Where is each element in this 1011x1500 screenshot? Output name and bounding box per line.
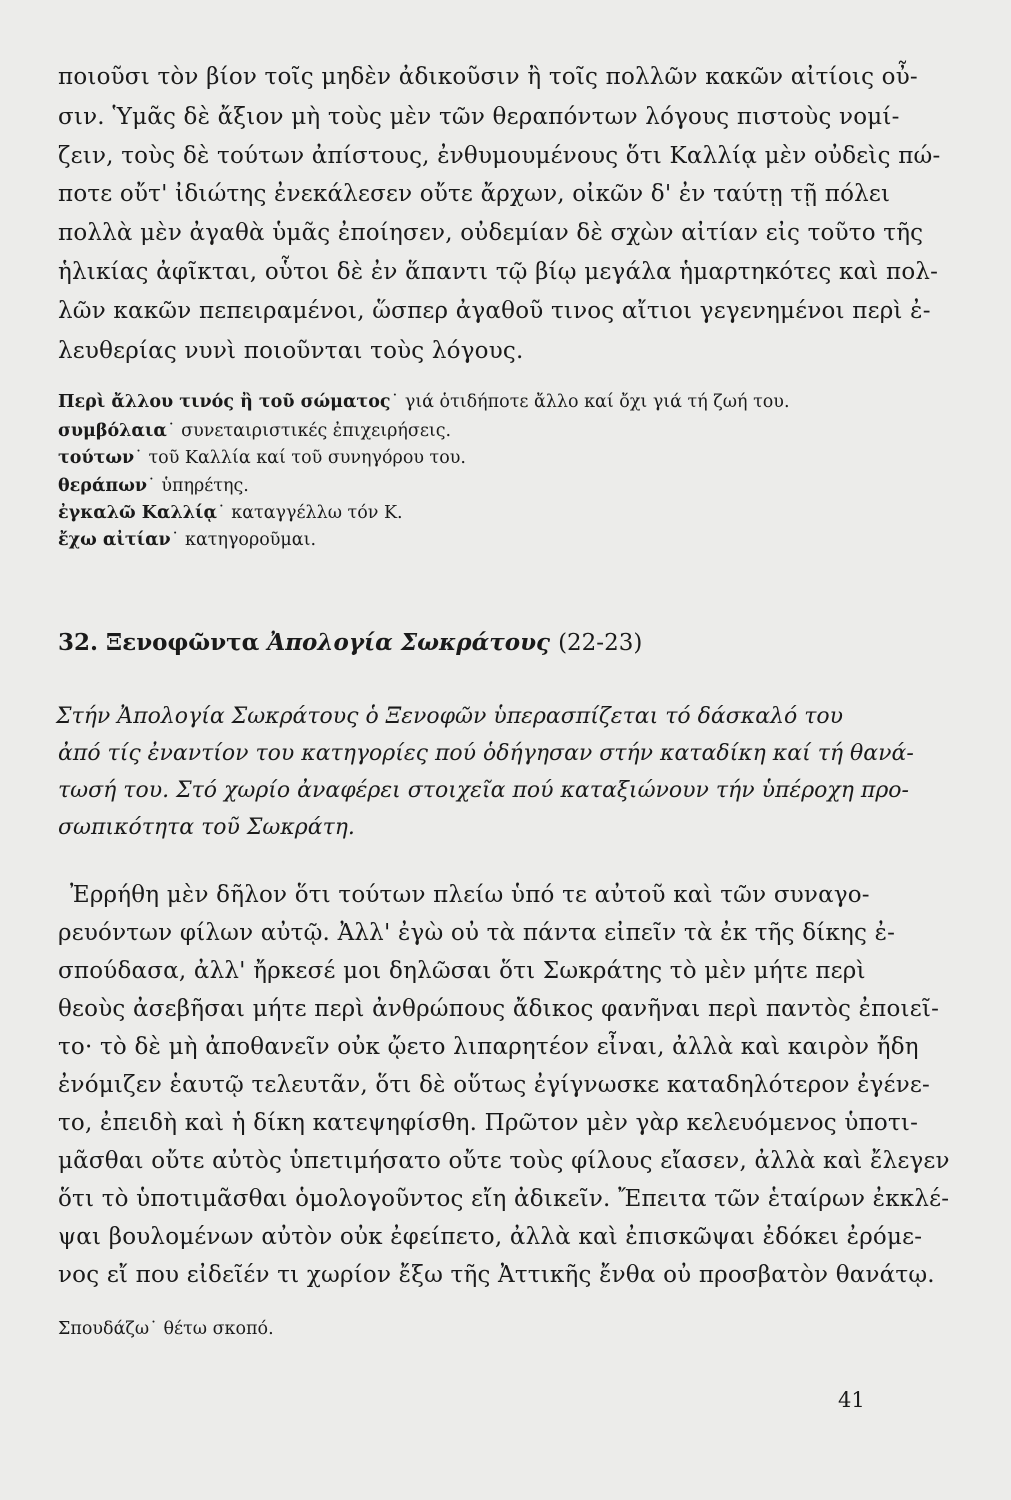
glossary-term: Σπουδάζω [58, 1319, 150, 1339]
glossary-term: Περὶ ἄλλου τινός ἢ τοῦ σώματος [58, 392, 391, 412]
glossary-entry: ἐγκαλῶ Καλλίᾳ˙ καταγγέλλω τόν Κ. [58, 503, 403, 523]
passage2-line: ρευόντων φίλων αὐτῷ. Ἀλλ' ἐγὼ οὐ τὰ πάντα εἰπεῖν τὰ ἐκ τῆς δίκης ἐ- [58, 920, 896, 946]
glossary-definition: κατηγοροῦμαι. [185, 530, 317, 550]
passage2-line: νος εἴ που εἰδεῖέν τι χωρίον ἔξω τῆς Ἀττικῆς ἔνθα οὐ προσβατὸν θανάτῳ. [58, 1262, 935, 1288]
passage2-line: Ἐρρήθη μὲν δῆλον ὅτι τούτων πλείω ὑπό τε αὐτοῦ καὶ τῶν συναγο- [70, 882, 870, 908]
passage1-line: λευθερίας νυνὶ ποιοῦνται τοὺς λόγους. [58, 338, 524, 364]
page-number: 41 [838, 1388, 865, 1412]
glossary-definition: ὑπηρέτης. [161, 476, 249, 496]
section-number: 32. [58, 629, 99, 656]
glossary-entry: Περὶ ἄλλου τινός ἢ τοῦ σώματος˙ γιά ὁτιδήποτε ἄλλο καί ὄχι γιά τή ζωή του. [58, 392, 790, 412]
intro-line: Στήν Ἀπολογία Σωκράτους ὁ Ξενοφῶν ὑπερασπίζεται τό δάσκαλό του [56, 704, 844, 729]
glossary-term: ἔχω αἰτίαν [58, 530, 171, 550]
passage2-line: μᾶσθαι οὔτε αὐτὸς ὑπετιμήσατο οὔτε τοὺς φίλους εἴασεν, ἀλλὰ καὶ ἔλεγεν [58, 1148, 950, 1174]
glossary-term: ἐγκαλῶ Καλλίᾳ [58, 503, 217, 523]
intro-line: ἀπό τίς ἐναντίον του κατηγορίες πού ὁδήγησαν στήν καταδίκη καί τή θανά- [58, 741, 914, 766]
passage1-line: ἡλικίας ἀφῖκται, οὗτοι δὲ ἐν ἅπαντι τῷ βίῳ μεγάλα ἡμαρτηκότες καὶ πολ- [58, 259, 939, 285]
passage1-line: πολλὰ μὲν ἀγαθὰ ὑμᾶς ἐποίησεν, οὐδεμίαν δὲ σχὼν αἰτίαν εἰς τοῦτο τῆς [58, 220, 924, 246]
glossary-definition: θέτω σκοπό. [163, 1319, 274, 1339]
passage2-line: το· τὸ δὲ μὴ ἀποθανεῖν οὐκ ᾤετο λιπαρητέον εἶναι, ἀλλὰ καὶ καιρὸν ἤδη [58, 1034, 919, 1060]
glossary-entry: ἔχω αἰτίαν˙ κατηγοροῦμαι. [58, 530, 317, 550]
passage2-line: το, ἐπειδὴ καὶ ἡ δίκη κατεψηφίσθη. Πρῶτον μὲν γὰρ κελευόμενος ὑποτι- [58, 1110, 919, 1136]
glossary-entry: τούτων˙ τοῦ Καλλία καί τοῦ συνηγόρου του. [58, 448, 466, 468]
passage1-line: ποιοῦσι τὸν βίον τοῖς μηδὲν ἀδικοῦσιν ἢ τοῖς πολλῶν κακῶν αἰτίοις οὖ- [58, 64, 918, 90]
section-heading [58, 629, 642, 656]
glossary-term: θεράπων [58, 476, 148, 496]
passage2-line: ψαι βουλομένων αὐτὸν οὐκ ἐφείπετο, ἀλλὰ καὶ ἐπισκῶψαι ἐδόκει ἐρόμε- [58, 1224, 923, 1250]
glossary-definition: καταγγέλλω τόν Κ. [231, 503, 403, 523]
glossary-entry: θεράπων˙ ὑπηρέτης. [58, 476, 249, 496]
passage2-line: ὅτι τὸ ὑποτιμᾶσθαι ὁμολογοῦντος εἴη ἀδικεῖν. Ἔπειτα τῶν ἑταίρων ἐκκλέ- [58, 1186, 950, 1212]
section-range: (22-23) [558, 630, 643, 656]
glossary-entry: συμβόλαια˙ συνεταιριστικές ἐπιχειρήσεις. [58, 421, 452, 441]
section-title: Ἀπολογία Σωκράτους [267, 629, 551, 656]
passage1-line: ζειν, τοὺς δὲ τούτων ἀπίστους, ἐνθυμουμένους ὅτι Καλλίᾳ μὲν οὐδεὶς πώ- [58, 143, 941, 169]
glossary-entry: Σπουδάζω˙ θέτω σκοπό. [58, 1319, 274, 1339]
glossary-definition: γιά ὁτιδήποτε ἄλλο καί ὄχι γιά τή ζωή του. [404, 392, 790, 412]
passage1-line: ποτε οὔτ' ἰδιώτης ἐνεκάλεσεν οὔτε ἄρχων, οἰκῶν δ' ἐν ταύτῃ τῇ πόλει [58, 181, 891, 207]
passage2-line: ἐνόμιζεν ἑαυτῷ τελευτᾶν, ὅτι δὲ οὕτως ἐγίγνωσκε καταδηλότερον ἐγένε- [58, 1072, 931, 1098]
intro-line: τωσή του. Στό χωρίο ἀναφέρει στοιχεῖα πού καταξιώνουν τήν ὑπέροχη προ- [58, 778, 909, 803]
glossary-definition: τοῦ Καλλία καί τοῦ συνηγόρου του. [148, 448, 466, 468]
passage2-line: θεοὺς ἀσεβῆσαι μήτε περὶ ἀνθρώπους ἄδικος φανῆναι περὶ παντὸς ἐποιεῖ- [58, 996, 940, 1022]
section-author: Ξενοφῶντα [106, 629, 260, 656]
passage1-line: λῶν κακῶν πεπειραμένοι, ὥσπερ ἀγαθοῦ τινος αἴτιοι γεγενημένοι περὶ ἐ- [58, 298, 931, 324]
passage1-line: σιν. Ὑμᾶς δὲ ἄξιον μὴ τοὺς μὲν τῶν θεραπόντων λόγους πιστοὺς νομί- [58, 104, 900, 130]
passage2-line: σπούδασα, ἀλλ' ἤρκεσέ μοι δηλῶσαι ὅτι Σωκράτης τὸ μὲν μήτε περὶ [58, 958, 866, 984]
glossary-term: συμβόλαια [58, 421, 167, 441]
glossary-term: τούτων [58, 448, 135, 468]
glossary-definition: συνεταιριστικές ἐπιχειρήσεις. [181, 421, 452, 441]
intro-line: σωπικότητα τοῦ Σωκράτη. [58, 815, 355, 840]
